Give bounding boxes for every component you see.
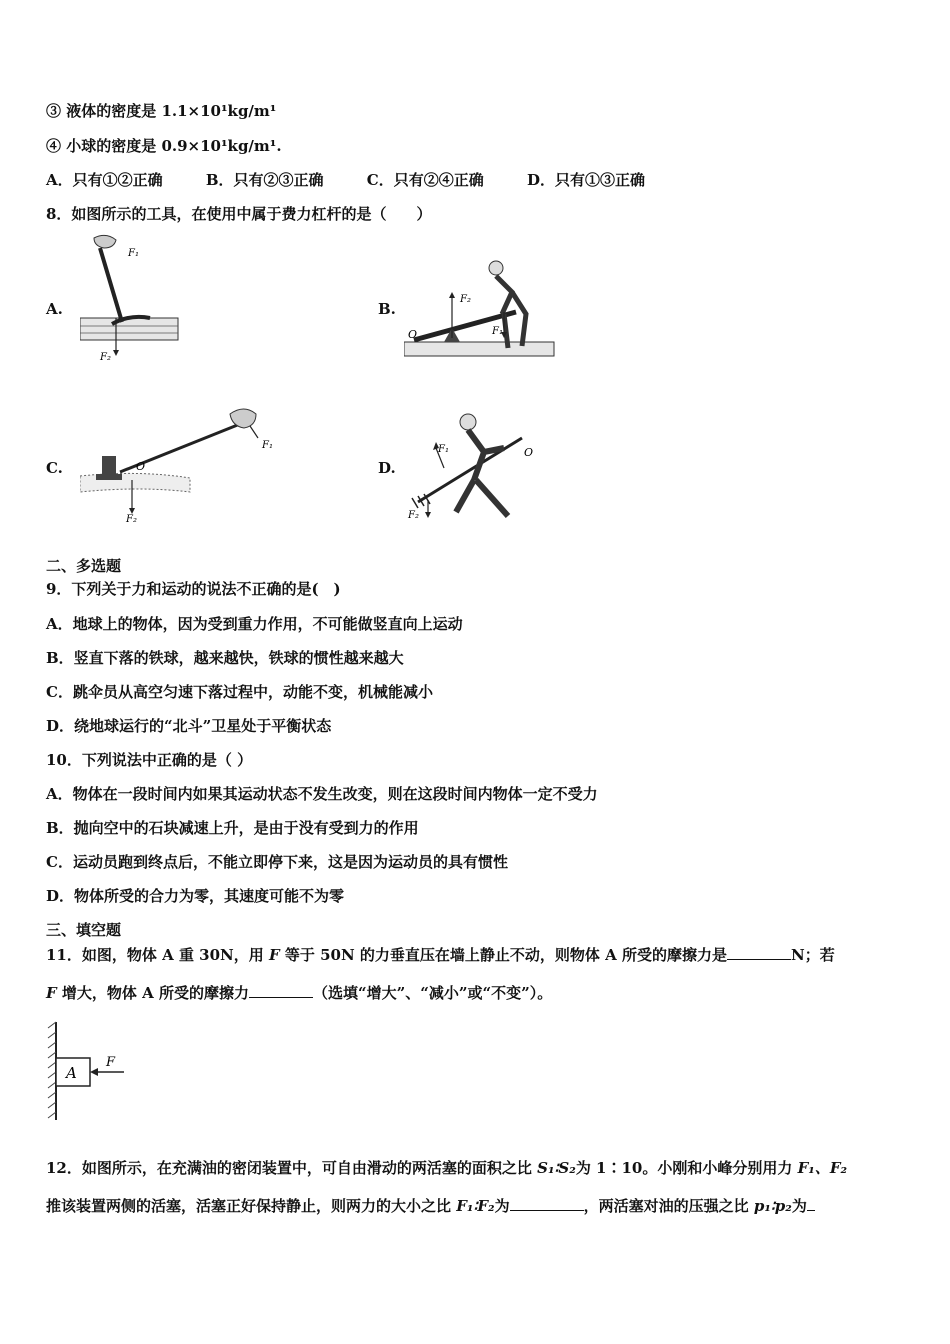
q11-text-1a: 11．如图，物体 A 重 30N，用 bbox=[46, 946, 269, 964]
q8-figure-a bbox=[80, 232, 180, 367]
q11-block-label: A bbox=[66, 1064, 77, 1082]
q12-area-ratio: S₁∶S₂ bbox=[537, 1159, 576, 1177]
q8-a-f1: F₁ bbox=[128, 248, 139, 259]
q11-text-2a: 增大，物体 A 所受的摩擦力 bbox=[56, 984, 249, 1002]
q12-line-2 bbox=[46, 1196, 815, 1216]
q8-d-f1: F₁ bbox=[438, 444, 449, 455]
q8-label-d: D. bbox=[378, 459, 396, 477]
q11-blank-2[interactable] bbox=[249, 983, 313, 998]
q9-option-b: B．竖直下落的铁球，越来越快，铁球的惯性越来越大 bbox=[46, 649, 404, 667]
q7-option-b: B．只有②③正确 bbox=[205, 171, 324, 189]
q9-option-a: A．地球上的物体，因为受到重力作用，不可能做竖直向上运动 bbox=[46, 615, 463, 633]
q11-force-symbol-2: F bbox=[46, 984, 57, 1002]
q8-label-c: C. bbox=[46, 459, 63, 477]
q8-c-f2: F₂ bbox=[126, 514, 137, 525]
q9-option-d: D．绕地球运行的“北斗”卫星处于平衡状态 bbox=[46, 717, 332, 735]
q12-line-1 bbox=[46, 1158, 847, 1178]
q7-option-a: A．只有①②正确 bbox=[46, 171, 163, 189]
q11-line-1 bbox=[46, 945, 835, 965]
q8-b-f1: F₁ bbox=[492, 326, 503, 337]
q12-text-2b: 为 bbox=[494, 1197, 510, 1215]
q8-stem: 8．如图所示的工具，在使用中属于费力杠杆的是（ ） bbox=[46, 205, 432, 223]
q11-text-1b: 等于 50N 的力垂直压在墙上静止不动，则物体 A 所受的摩擦力是 bbox=[279, 946, 727, 964]
q11-blank-1[interactable] bbox=[727, 945, 791, 960]
q9-stem: 9．下列关于力和运动的说法不正确的是( ) bbox=[46, 580, 341, 598]
q8-c-o: O bbox=[136, 460, 146, 473]
q8-b-o: O bbox=[408, 328, 418, 341]
q8-figure-d bbox=[404, 408, 554, 526]
q10-option-a: A．物体在一段时间内如果其运动状态不发生改变，则在这段时间内物体一定不受力 bbox=[46, 785, 598, 803]
q12-forces: F₁、F₂ bbox=[797, 1159, 848, 1177]
q8-label-a: A. bbox=[46, 300, 63, 318]
q7-statement-3: ③ 液体的密度是 1.1×10¹kg/m¹ bbox=[46, 102, 277, 120]
q7-options bbox=[46, 170, 683, 190]
q10-stem: 10．下列说法中正确的是（ ） bbox=[46, 751, 253, 769]
q12-text-1a: 12．如图所示，在充满油的密闭装置中，可自由滑动的两活塞的面积之比 bbox=[46, 1159, 538, 1177]
q12-force-ratio: F₁∶F₂ bbox=[456, 1197, 495, 1215]
q12-pressure-ratio: p₁∶p₂ bbox=[753, 1197, 792, 1215]
q8-a-f2: F₂ bbox=[100, 352, 111, 363]
q10-option-d: D．物体所受的合力为零，其速度可能不为零 bbox=[46, 887, 345, 905]
q12-text-2a: 推该装置两侧的活塞，活塞正好保持静止，则两力的大小之比 bbox=[46, 1197, 457, 1215]
q10-option-c: C．运动员跑到终点后，不能立即停下来，这是因为运动员的具有惯性 bbox=[46, 853, 508, 871]
q12-text-2d: 为 bbox=[791, 1197, 807, 1215]
section-3-heading: 三、填空题 bbox=[46, 921, 122, 939]
q8-figure-b bbox=[404, 254, 564, 366]
q12-blank-1[interactable] bbox=[510, 1196, 584, 1211]
q12-blank-2[interactable] bbox=[807, 1196, 815, 1211]
q7-option-c: C．只有②④正确 bbox=[366, 171, 484, 189]
q12-text-2c: ，两活塞对油的压强之比 bbox=[583, 1197, 754, 1215]
q11-line-2 bbox=[46, 983, 552, 1003]
q8-figure-c bbox=[80, 400, 280, 525]
q8-label-b: B. bbox=[378, 300, 396, 318]
q8-b-f2: F₂ bbox=[460, 294, 471, 305]
section-2-heading: 二、多选题 bbox=[46, 557, 122, 575]
q7-statement-4: ④ 小球的密度是 0.9×10¹kg/m¹. bbox=[46, 137, 282, 155]
q11-text-1c: N；若 bbox=[791, 946, 835, 964]
q8-d-o: O bbox=[524, 446, 534, 459]
q9-option-c: C．跳伞员从高空匀速下落过程中，动能不变，机械能减小 bbox=[46, 683, 433, 701]
q12-text-1b: 为 1∶10。小刚和小峰分别用力 bbox=[575, 1159, 798, 1177]
q7-option-d: D．只有①③正确 bbox=[526, 171, 645, 189]
q10-option-b: B．抛向空中的石块减速上升，是由于没有受到力的作用 bbox=[46, 819, 419, 837]
q11-figure bbox=[44, 1020, 134, 1122]
q11-force-symbol: F bbox=[269, 946, 280, 964]
q8-c-f1: F₁ bbox=[262, 440, 273, 451]
q11-text-2b: （选填“增大”、“减小”或“不变”）。 bbox=[312, 984, 553, 1002]
q8-d-f2: F₂ bbox=[408, 510, 419, 521]
q11-force-label: F bbox=[106, 1055, 116, 1070]
